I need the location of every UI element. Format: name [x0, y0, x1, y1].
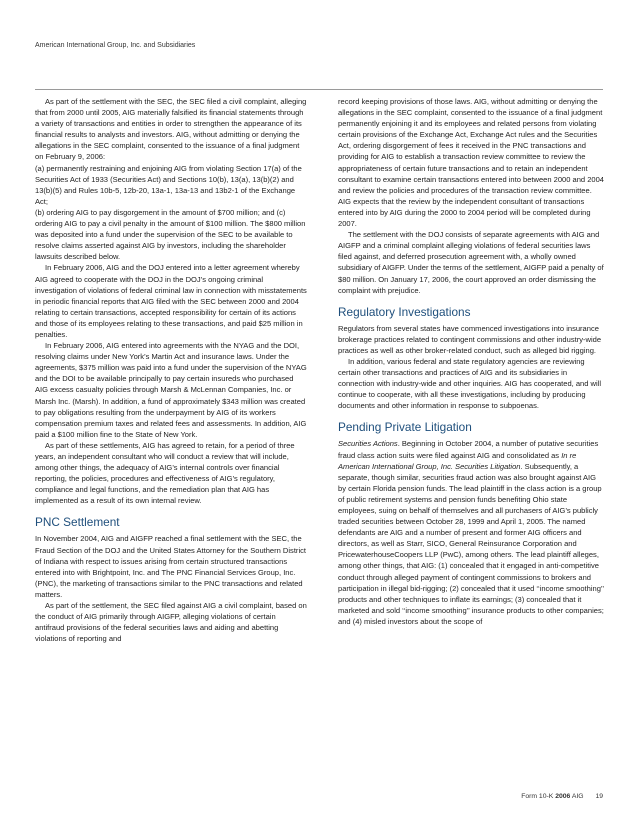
right-column — [338, 96, 605, 627]
paragraph-securities-actions — [338, 438, 605, 627]
page-footer — [521, 793, 603, 800]
section-heading-regulatory: Regulatory Investigations — [338, 304, 471, 319]
paragraph-nyag-agreements: In February 2006, AIG entered into agreements with the NYAG and the DOI, resolving claims under New York’s Martin Act and insurance laws. Under the agreements, $375 million was paid into a fund under the supervision of the NYAG and the DOI to be available principally to pay certain insureds who purchased AIG excess casualty policies through Marsh & McLennan Companies, Inc. or Marsh Inc. (Marsh). In addition, a fund of approximately $343 million was created to pay obligations resulting from the underpayment by AIG of its workers compensation premium taxes and related fees and assessments. In addition, AIG paid a $100 million fine to the State of New York. — [35, 341, 307, 439]
text-segment: . Beginning in October 2004, a number of putative securities fraud class action suits were filed against AIG and consolidated as — [338, 439, 599, 460]
footer-form: Form 10-K — [521, 793, 554, 800]
paragraph-pnc-complaint: As part of the settlement, the SEC filed against AIG a civil complaint, based on the conduct of AIG primarily through AIGFP, alleging violations of certain antifraud provisions of the federal securities laws and aiding and abetting violations of reporting and — [35, 601, 307, 644]
paragraph-agencies: In addition, various federal and state regulatory agencies are reviewing certain other transactions and practices of AIG and its subsidiaries in connection with industry-wide and other inquiries. AIG has cooperated, and will continue to cooperate, with all these investigations, including by producing documents and other information in response to subpoenas. — [338, 356, 602, 411]
footer-company: AIG — [571, 793, 584, 800]
paragraph-pnc-settlement: In November 2004, AIG and AIGFP reached a final settlement with the SEC, the Fraud Section of the DOJ and the United States Attorney for the Southern District of Indiana with respect to issues arising from certain structured transactions entered into with Brightpoint, Inc. and The PNC Financial Services Group, Inc. (PNC), the marketing of transactions similar to the PNC transactions and related matters. — [35, 534, 306, 599]
case-name: In re American International Group, Inc. Securities Litigation — [338, 450, 577, 471]
paragraph-doj-letter: In February 2006, AIG and the DOJ entered into a letter agreement whereby AIG agreed to cooperate with the DOJ in the DOJ’s ongoing criminal investigation of violations of federal criminal law in connection with misstatements in periodic financial reports that AIG filed with the SEC between 2000 and 2004 relating to certain transactions, accepted responsibility for certain of its actions and those of its employees relating to these transactions, and paid $25 million in penalties. — [35, 263, 307, 339]
header-rule — [35, 89, 603, 90]
paragraph-pnc-continued: record keeping provisions of those laws. AIG, without admitting or denying the allegations in the SEC complaint, consented to the issuance of a final judgment permanently enjoining it and its employees and related persons from violating certain provisions of the Exchange Act, Exchange Act rules and the Securities Act, ordering disgorgement of fees it received in the PNC transactions and providing for AIG to establish a transaction review committee to review the appropriateness of certain future transactions and to retain an independent consultant to examine certain transactions entered into between 2000 and 2004 and review the policies and procedures of the transaction review committee. AIG expects that the review by the independent consultant of transactions entered into by AIG during the 2000 to 2004 period will be completed during 2007. — [338, 97, 604, 229]
footer-year: 2006 — [555, 793, 571, 800]
text-segment: . Subsequently, a separate, though similar, securities fraud action was also brought against AIG by certain Florida pension funds. The lead plaintiff in the class action is a group of public retirement systems and pension funds benefiting Ohio state employees, suing on behalf of themselves and all purchasers of AIG’s publicly traded securities between October 28, 1999 and April 1, 2005. The named defendants are AIG and a number of present and former AIG officers and directors, as well as Starr, SICO, General Reinsurance Corporation and PricewaterhouseCoopers LLP (PwC), among others. The lead plaintiff alleges, among other things, that AIG: (1) concealed that it engaged in anti-competitive conduct through alleged payment of contingent commissions to brokers and participation in illegal bid-rigging; (2) concealed that it used ‘‘income smoothing’’ products and other techniques to inflate its earnings; (3) concealed that it marketed and sold ‘‘income smoothing’’ insurance products to other companies; and (4) misled investors about the scope of — [338, 461, 604, 626]
paragraph-independent-consultant: As part of these settlements, AIG has agreed to retain, for a period of three years, an independent consultant who will conduct a review that will include, among other things, the adequacy of AIG’s internal controls over financial reporting, the policies, procedures and effectiveness of AIG’s regulatory, compliance and legal functions, and the remediation plan that AIG has implemented as a result of its own internal review. — [35, 440, 295, 506]
run-in-heading: Securities Actions — [338, 439, 398, 449]
page-number: 19 — [595, 793, 603, 800]
section-heading-litigation: Pending Private Litigation — [338, 420, 472, 435]
paragraph-judgment-a: (a) permanently restraining and enjoining AIG from violating Section 17(a) of the Securities Act of 1933 (Securities Act) and Sections 10(b), 13(a), 13(b)(2) and 13(b)(5) and Rules 10b-5, 12b-20, 13a-1, 13a-13 and 13b2-1 of the Exchange Act; — [35, 163, 302, 206]
paragraph-sec-complaint: As part of the settlement with the SEC, the SEC filed a civil complaint, alleging that from 2000 until 2005, AIG materially falsified its financial statements through a variety of transactions and entities in order to strengthen the appearance of its financial results to analysts and investors. AIG, without admitting or denying the allegations in the SEC complaint, consented to the issuance of a final judgment on February 9, 2006: — [35, 97, 307, 162]
paragraph-regulators: Regulators from several states have commenced investigations into insurance brokerage practices related to contingent commissions and other industry-wide practices as well as other broker-related conduct, such as alleged bid rigging. — [338, 323, 602, 355]
running-header: American International Group, Inc. and Subsidiaries — [35, 42, 196, 49]
left-column — [35, 96, 307, 644]
paragraph-doj-settlement: The settlement with the DOJ consists of separate agreements with AIG and AIGFP and a criminal complaint alleging violations of federal securities laws filed against, and deferred prosecution agreement with, a wholly owned subsidiary of AIGFP. Under the terms of the settlement, AIGFP paid a penalty of $80 million. On January 17, 2006, the court approved an order dismissing the complaint with prejudice. — [338, 230, 604, 295]
section-heading-pnc: PNC Settlement — [35, 515, 120, 530]
paragraph-judgment-b: (b) ordering AIG to pay disgorgement in the amount of $700 million; and (c) ordering AIG to pay a civil penalty in the amount of $100 million. The $800 million was deposited into a fund under the supervision of the SEC to be available to resolve claims asserted against AIG by investors, including the shareholder lawsuits described below. — [35, 207, 306, 262]
